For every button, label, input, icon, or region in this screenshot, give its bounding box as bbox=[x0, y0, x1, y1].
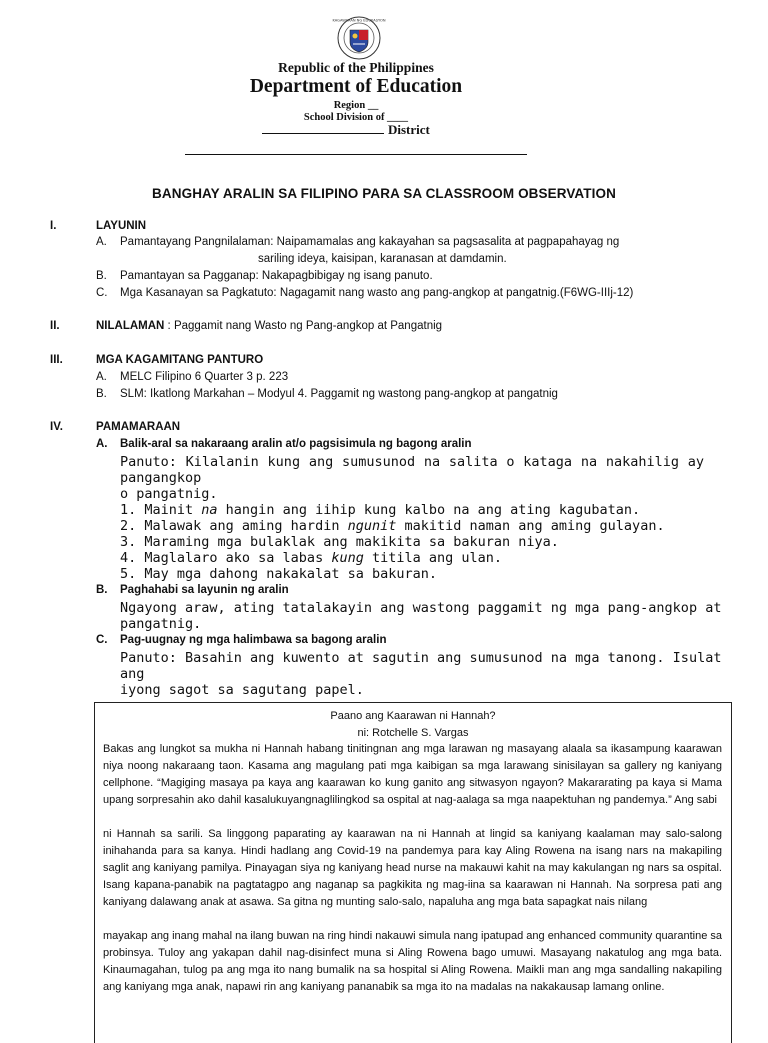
sentence-item: 4. Maglalaro ako sa labas kung titila ang ulan. bbox=[120, 550, 503, 566]
division-line: School Division of ____ bbox=[303, 112, 409, 123]
section-number: III. bbox=[50, 354, 63, 366]
part-a-panuto-line3: o pangatnig. bbox=[120, 486, 218, 502]
region-line: Region __ bbox=[333, 100, 379, 111]
part-c-line2: ang bbox=[120, 666, 145, 682]
story-paragraph: ni Hannah sa sarili. Sa linggong paparating ay kaarawan na ni Hannah at lingid sa kaniyang kaalaman may salo-salong inihahanda para sa kanya. Hindi hadlang ang Covid-19 na pandemya para kay Aling Rowena na isang nars na makapiling saglit ang kaniyang pamilya. Pinayagan siya ng kaniyang head nurse na makauwi kahit na may kakulangan ng nars sa ospital. Isang kapana-panabik na pagtatagpo ang naganap sa pagkikita ng mag-iina sa kaarawan ni Hannah. Na sorpresa pati ang kaniyang dalawang anak at asawa. Sa gitna ng munting salo-salo, napaluha ang mga bata sapagkat nais nilang bbox=[103, 828, 722, 908]
part-c-heading: C. Pag-uugnay ng mga halimbawa sa bagong aralin bbox=[96, 634, 387, 646]
section-heading: MGA KAGAMITANG PANTURO bbox=[96, 354, 264, 366]
story-paragraph: Bakas ang lungkot sa mukha ni Hannah habang tinitingnan ang mga larawan ng masayang alaala sa ikasampung kaarawan niya noong nakaraang taon. Kasama ang magulang pati mga kaibigan sa mga larawang sinisilayan sa gallery ng kaniyang cellphone. “Magiging masaya pa kaya ang kaarawan ko kung ganito ang sitwasyon ngayon? Makararating pa kaya si Mama upang sorpresahin ako dahil kasalukuyangnaglilingkod sa ospital at nag-aalaga sa mga naapektuhan ng pandemya.” Ang sabi bbox=[103, 743, 722, 806]
page-title: BANGHAY ARALIN SA FILIPINO PARA SA CLASSROOM OBSERVATION bbox=[152, 186, 616, 201]
section-number: IV. bbox=[50, 421, 64, 433]
kagamitan-item-b: B. SLM: Ikatlong Markahan – Modyul 4. Paggamit ng wastong pang-angkop at pangatnig bbox=[96, 388, 558, 400]
section-heading: NILALAMAN bbox=[96, 320, 165, 332]
sentence-item: 3. Maraming mga bulaklak ang makikita sa bakuran niya. bbox=[120, 534, 559, 550]
republic-line: Republic of the Philippines bbox=[278, 60, 434, 75]
story-author: ni: Rotchelle S. Vargas bbox=[357, 727, 469, 739]
part-b-line2: pangatnig. bbox=[120, 616, 202, 632]
layunin-item-b: B. Pamantayan sa Pagganap: Nakapagbibigay ng isang panuto. bbox=[96, 270, 433, 282]
header-divider bbox=[185, 154, 527, 155]
section-number: II. bbox=[50, 320, 60, 332]
part-c-line1: Panuto: Basahin ang kuwento at sagutin ang sumusunod na mga tanong. Isulat bbox=[120, 650, 722, 666]
story-title: Paano ang Kaarawan ni Hannah? bbox=[330, 710, 496, 722]
part-a-panuto-line1: Panuto: Kilalanin kung ang sumusunod na salita o kataga na nakahilig ay bbox=[120, 454, 704, 470]
district-line: District bbox=[262, 122, 430, 138]
section-number: I. bbox=[50, 220, 57, 232]
part-b-heading: B. Paghahabi sa layunin ng aralin bbox=[96, 584, 289, 596]
section-heading: PAMAMARAAN bbox=[96, 421, 181, 433]
svg-text:KAGAWARAN NG EDUKASYON: KAGAWARAN NG EDUKASYON bbox=[332, 18, 386, 23]
kagamitan-item-a: A. MELC Filipino 6 Quarter 3 p. 223 bbox=[96, 371, 289, 383]
sentence-item: 5. May mga dahong nakakalat sa bakuran. bbox=[120, 566, 437, 582]
deped-seal-icon bbox=[331, 16, 387, 60]
sentence-item: 2. Malawak ang aming hardin ngunit makitid naman ang aming gulayan. bbox=[120, 518, 665, 534]
part-a-panuto-line2: pangangkop bbox=[120, 470, 202, 486]
part-a-heading: A. Balik-aral sa nakaraang aralin at/o pagsisimula ng bagong aralin bbox=[96, 438, 472, 450]
section-heading: LAYUNIN bbox=[96, 220, 147, 232]
story-paragraph: mayakap ang inang mahal na ilang buwan na ring hindi nakauwi simula nang ipatupad ang enhanced community quarantine sa probinsya. Tuloy ang yakapan dahil nag-disinfect muna si Aling Rowena bago umuwi. Masayang nakatulog ang mga bata. Kinaumagahan, tulog pa ang mga ito nang bumalik na sa hospital si Aling Rowena. Maikli man ang mga sandalling nakapiling ang kaniyang mga anak, napawi rin ang kaniyang pananabik sa mga ito na madalas na nakakausap lamang online. bbox=[103, 930, 722, 993]
section-content: : Paggamit nang Wasto ng Pang-angkop at Pangatnig bbox=[164, 320, 443, 332]
sentence-item: 1. Mainit na hangin ang iihip kung kalbo na ang ating kagubatan. bbox=[120, 502, 641, 518]
department-name: Department of Education bbox=[249, 76, 463, 97]
layunin-item-c: C. Mga Kasanayan sa Pagkatuto: Nagagamit nang wasto ang pang-angkop at pangatnig.(F6WG-IIIj-12) bbox=[96, 287, 634, 299]
layunin-item-a: A. Pamantayang Pangnilalaman: Naipamamalas ang kakayahan sa pagsasalita at pagpapahayag ng bbox=[96, 236, 620, 248]
part-c-line3: iyong sagot sa sagutang papel. bbox=[120, 682, 364, 698]
part-b-line1: Ngayong araw, ating tatalakayin ang wastong paggamit ng mga pang-angkop at bbox=[120, 600, 722, 616]
layunin-item-a-cont: sariling ideya, kaisipan, karanasan at damdamin. bbox=[258, 253, 507, 265]
